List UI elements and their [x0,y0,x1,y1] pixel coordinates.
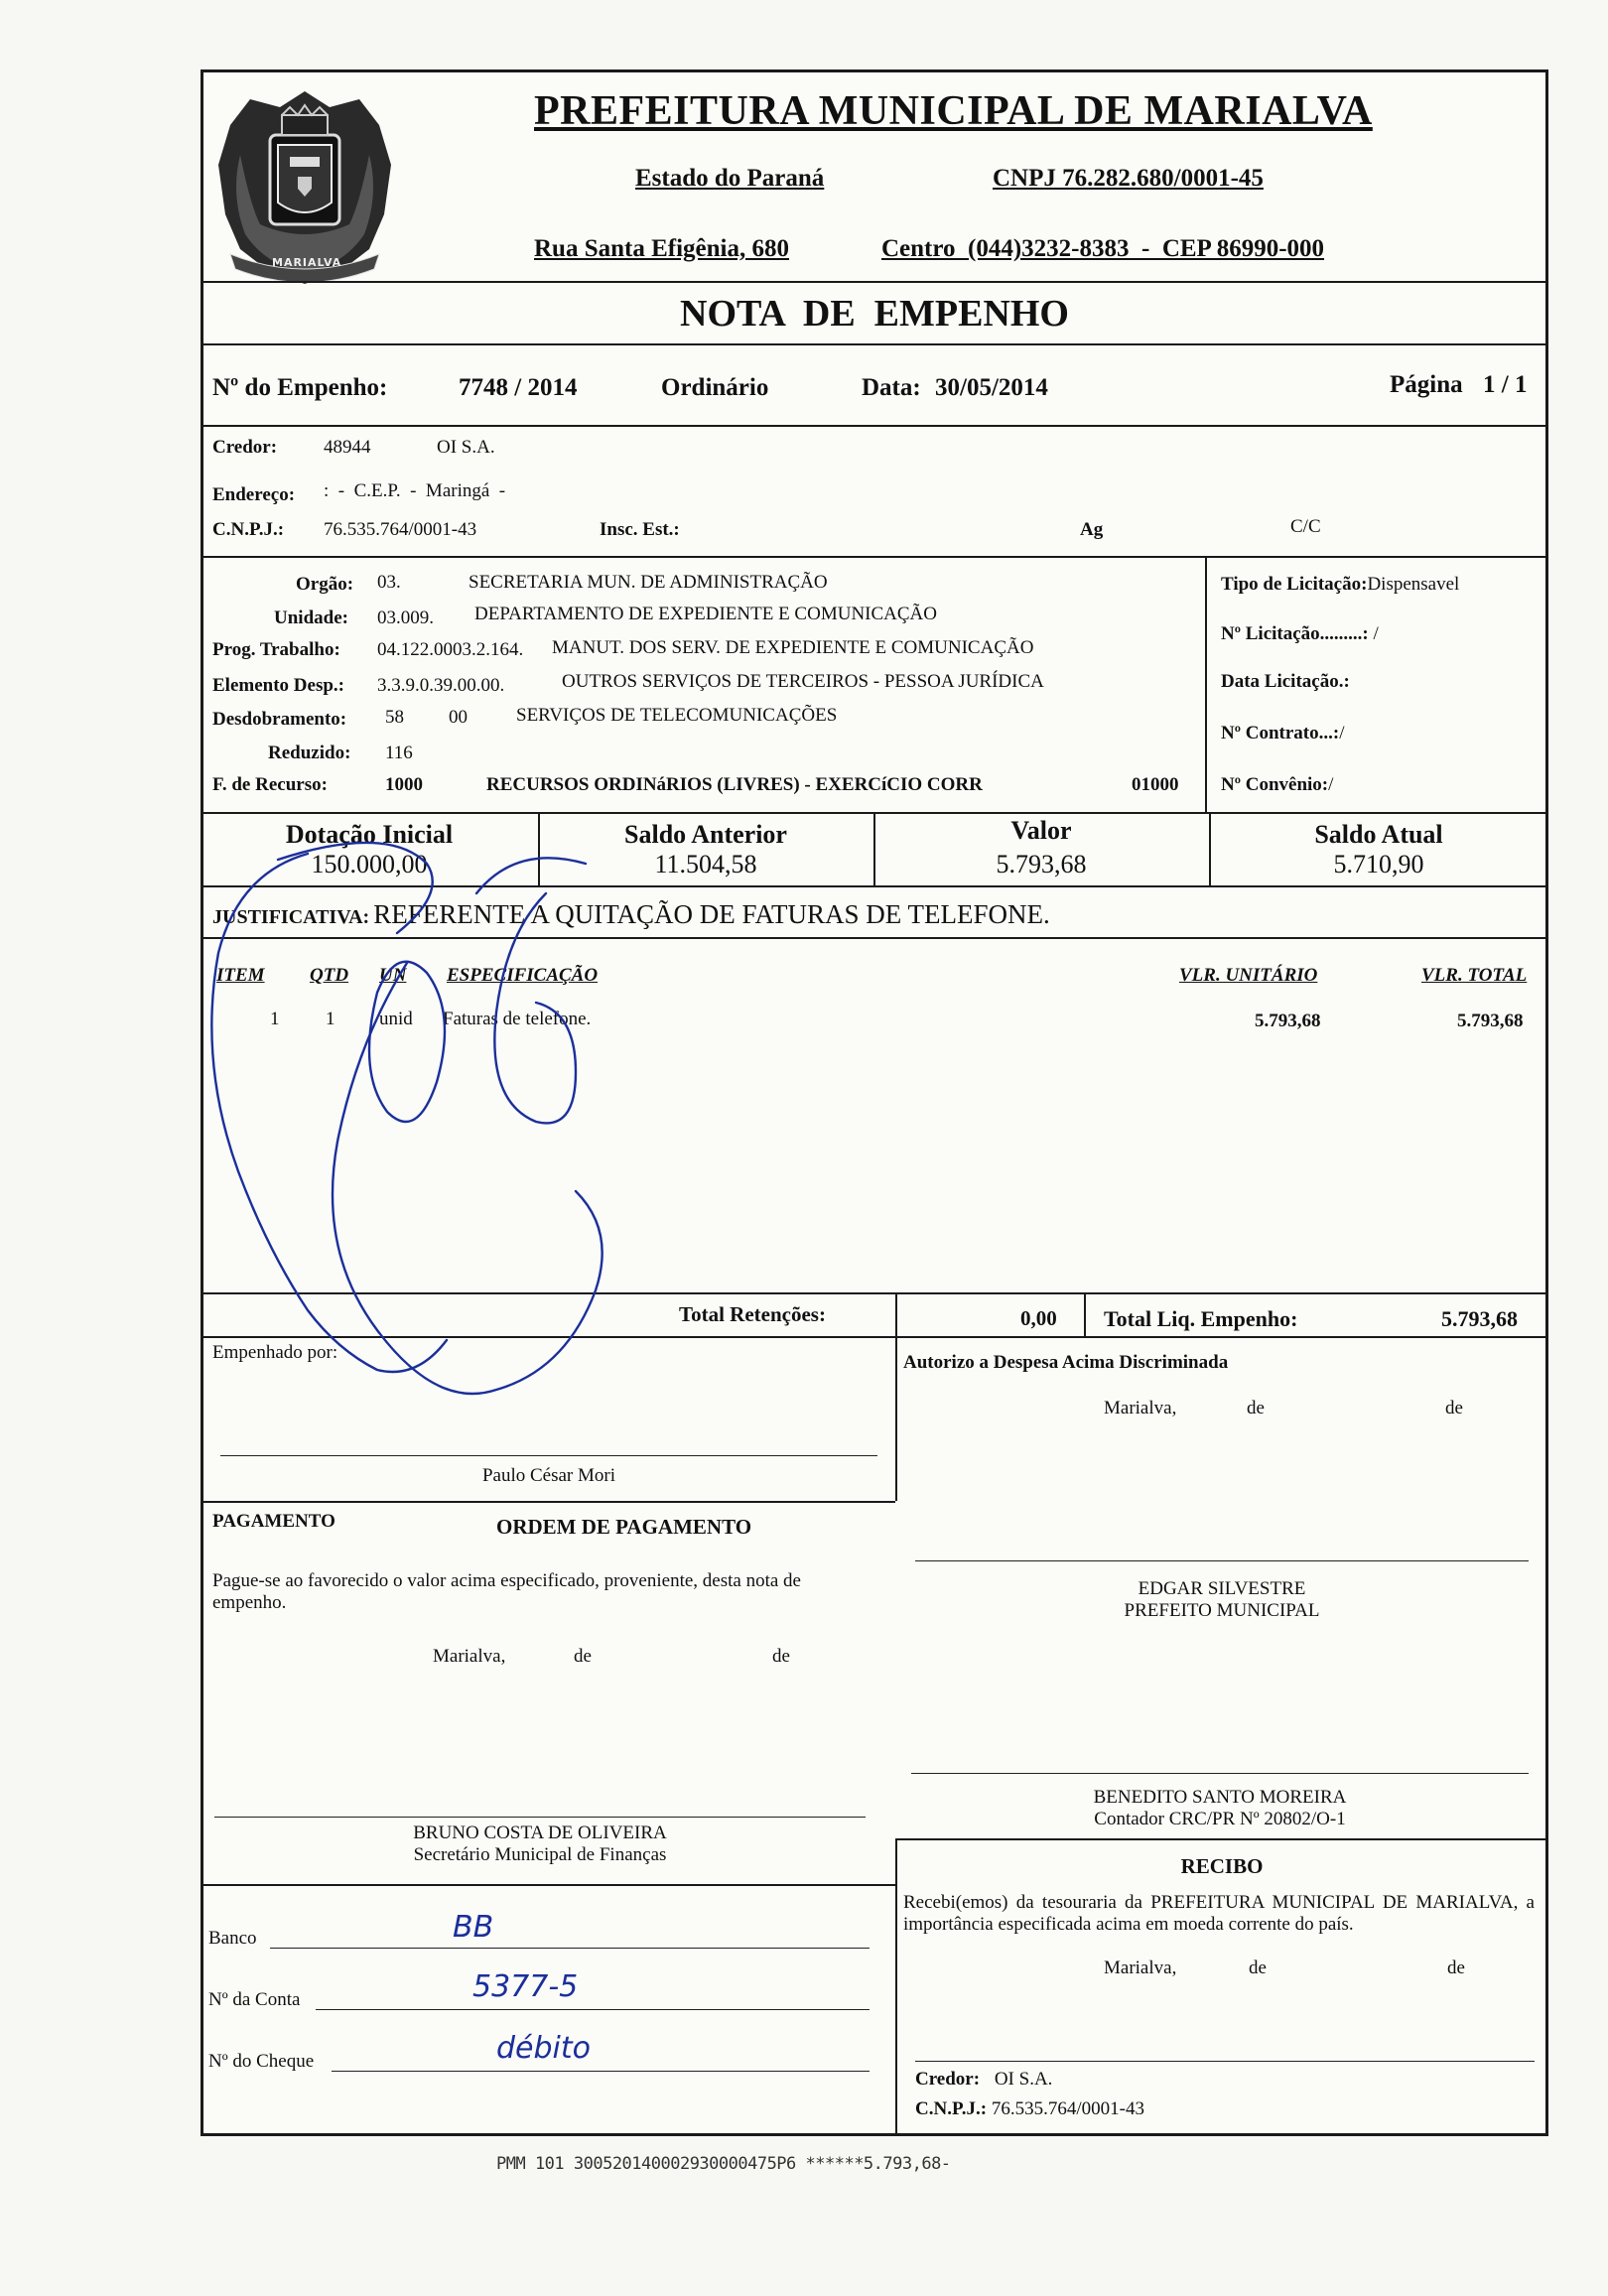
endereco-label: Endereço: [212,484,296,505]
pagamento-city: Marialva, [433,1646,506,1667]
desdobramento-a: 58 [385,707,404,728]
empenhado-por-name: Paulo César Mori [481,1465,616,1486]
tipo-licitacao-value: Dispensavel [1367,574,1460,595]
dotacao-inicial-value: 150.000,00 [311,850,428,878]
credor-code: 48944 [324,437,371,458]
recibo-cnpj-label: C.N.P.J.: [915,2098,988,2119]
recibo-credor-label: Credor: [915,2069,981,2090]
item-unit-value: 5.793,68 [1255,1011,1321,1031]
endereco-value: : - C.E.P. - Maringá - [324,480,506,501]
col-header-unit: VLR. UNITÁRIO [1179,965,1318,986]
num-contrato-value: / [1339,723,1345,743]
num-contrato [1221,723,1344,744]
num-licitacao [1221,623,1379,645]
empenho-date: 30/05/2014 [935,374,1048,401]
empenho-date-label: Data: [862,374,921,401]
unidade-code: 03.009. [377,608,434,628]
saldo-anterior-label: Saldo Anterior [624,820,787,849]
col-header-total: VLR. TOTAL [1421,965,1528,986]
credor-label: Credor: [212,437,278,458]
justificativa-label: JUSTIFICATIVA: [212,906,370,928]
footer-barcode-text: PMM 101 300520140002930000475P6 ******5.793,68- [496,2154,951,2174]
page-number: 1 / 1 [1483,371,1528,398]
municipal-address: Rua Santa Efigênia, 680 [534,235,789,262]
empenho-number-label: Nº do Empenho: [212,374,388,401]
col-header-item: ITEM [216,965,265,986]
col-header-un: UN [379,965,407,986]
ordem-pagamento-label: ORDEM DE PAGAMENTO [496,1515,752,1539]
justificativa-text: REFERENTE A QUITAÇÃO DE FATURAS DE TELEFONE. [373,899,1050,929]
total-liq-value: 5.793,68 [1441,1306,1518,1331]
empenho-number: 7748 / 2014 [459,374,578,401]
item-spec: Faturas de telefone. [443,1009,592,1029]
tipo-licitacao [1221,574,1459,596]
orgao-code: 03. [377,572,401,593]
item-qtd: 1 [326,1009,335,1029]
empenho-type: Ordinário [661,374,769,401]
prefeito-name: EDGAR SILVESTRE [1138,1578,1306,1599]
elemento-label: Elemento Desp.: [212,675,344,696]
unidade-desc: DEPARTAMENTO DE EXPEDIENTE E COMUNICAÇÃO [474,604,938,624]
conta-value: 5377-5 [472,1969,579,2004]
prefeito-role: PREFEITO MUNICIPAL [1124,1600,1320,1621]
page-label: Página [1390,371,1463,398]
pagamento-de-2: de [772,1646,790,1667]
municipal-contact: Centro (044)3232-8383 - CEP 86990-000 [881,235,1325,262]
recibo-cnpj-value: 76.535.764/0001-43 [991,2098,1144,2119]
orgao-desc: SECRETARIA MUN. DE ADMINISTRAÇÃO [469,572,828,593]
dotacao-inicial-label: Dotação Inicial [285,820,454,849]
num-convenio-label: Nº Convênio: [1221,774,1329,795]
recibo-de-2: de [1447,1958,1465,1978]
saldo-atual-label: Saldo Atual [1314,820,1443,849]
recibo-text: Recebi(emos) da tesouraria da PREFEITURA MUNICIPAL DE MARIALVA, a importância especificada acima em moeda corrente do país. [903,1892,1535,1935]
contador-role: Contador CRC/PR Nº 20802/O-1 [1094,1809,1346,1829]
contador-name: BENEDITO SANTO MOREIRA [1093,1787,1347,1808]
retencoes-value: 0,00 [1020,1306,1057,1330]
data-licitacao-label: Data Licitação.: [1221,671,1350,692]
orgao-label: Orgão: [296,574,354,595]
total-liq-label: Total Liq. Empenho: [1104,1306,1298,1331]
pagamento-text: Pague-se ao favorecido o valor acima especificado, proveniente, desta nota de empenho. [212,1570,801,1613]
item-number: 1 [270,1009,280,1029]
credor-cnpj-label: C.N.P.J.: [212,519,285,540]
num-convenio-value: / [1328,774,1334,795]
prog-trabalho-label: Prog. Trabalho: [212,639,340,660]
ag-label: Ag [1080,519,1104,540]
financas-role: Secretário Municipal de Finanças [413,1844,667,1865]
elemento-desc: OUTROS SERVIÇOS DE TERCEIROS - PESSOA JURÍDICA [562,671,1044,692]
num-convenio [1221,774,1333,796]
num-licitacao-label: Nº Licitação.........: [1221,623,1369,644]
recibo-credor [915,2069,1052,2091]
col-header-qtd: QTD [310,965,349,986]
recibo-de-1: de [1249,1958,1267,1978]
autorizo-city: Marialva, [1104,1398,1177,1418]
reduzido-label: Reduzido: [268,743,351,763]
recibo-title: RECIBO [1180,1854,1264,1878]
reduzido-value: 116 [385,743,413,763]
cheque-value: débito [496,2031,591,2066]
cheque-label: Nº do Cheque [208,2051,315,2072]
recibo-cnpj [915,2098,1144,2120]
cc-label: C/C [1290,516,1321,537]
retencoes-label: Total Retenções: [679,1302,826,1326]
prog-trabalho-desc: MANUT. DOS SERV. DE EXPEDIENTE E COMUNICAÇÃO [552,637,1034,658]
valor-value: 5.793,68 [996,850,1087,878]
item-un: unid [379,1009,413,1029]
recurso-desc: RECURSOS ORDINáRIOS (LIVRES) - EXERCíCIO CORR [486,774,983,795]
saldo-atual-value: 5.710,90 [1333,850,1424,878]
recurso-code2: 01000 [1132,774,1179,795]
desdobramento-b: 00 [449,707,468,728]
recibo-credor-value: OI S.A. [994,2069,1053,2090]
recurso-code: 1000 [385,774,423,795]
pagamento-label: PAGAMENTO [212,1511,335,1532]
banco-value: BB [453,1910,494,1945]
desdobramento-desc: SERVIÇOS DE TELECOMUNICAÇÕES [516,705,838,726]
insc-est-label: Insc. Est.: [600,519,680,540]
document-title: NOTA DE EMPENHO [680,293,1069,335]
autorizo-text: Autorizo a Despesa Acima Discriminada [903,1352,1229,1373]
conta-label: Nº da Conta [208,1989,301,2010]
autorizo-de-2: de [1445,1398,1463,1418]
unidade-label: Unidade: [274,608,348,628]
pagamento-de-1: de [574,1646,592,1667]
financas-name: BRUNO COSTA DE OLIVEIRA [413,1823,667,1843]
recurso-label: F. de Recurso: [212,774,328,795]
credor-name: OI S.A. [437,437,495,458]
state-name: Estado do Paraná [635,165,825,192]
municipal-cnpj: CNPJ 76.282.680/0001-45 [993,165,1264,192]
tipo-licitacao-label: Tipo de Licitação: [1221,574,1368,595]
page-title: PREFEITURA MUNICIPAL DE MARIALVA [534,88,1373,134]
num-contrato-label: Nº Contrato...: [1221,723,1340,743]
prog-trabalho-code: 04.122.0003.2.164. [377,639,524,660]
item-total-value: 5.793,68 [1457,1011,1524,1031]
seal-ribbon-text: MARIALVA [272,256,342,269]
saldo-anterior-value: 11.504,58 [654,850,757,878]
recibo-city: Marialva, [1104,1958,1177,1978]
handwritten-signature [179,814,635,1429]
autorizo-de-1: de [1247,1398,1265,1418]
municipal-seal [210,85,399,292]
elemento-code: 3.3.9.0.39.00.00. [377,675,505,696]
empenhado-por-label: Empenhado por: [212,1342,338,1363]
banco-label: Banco [208,1928,257,1949]
num-licitacao-value: / [1373,623,1379,644]
credor-cnpj: 76.535.764/0001-43 [324,519,477,540]
desdobramento-label: Desdobramento: [212,709,347,730]
col-header-spec: ESPECIFICAÇÃO [447,965,599,986]
valor-label: Valor [1010,816,1072,845]
